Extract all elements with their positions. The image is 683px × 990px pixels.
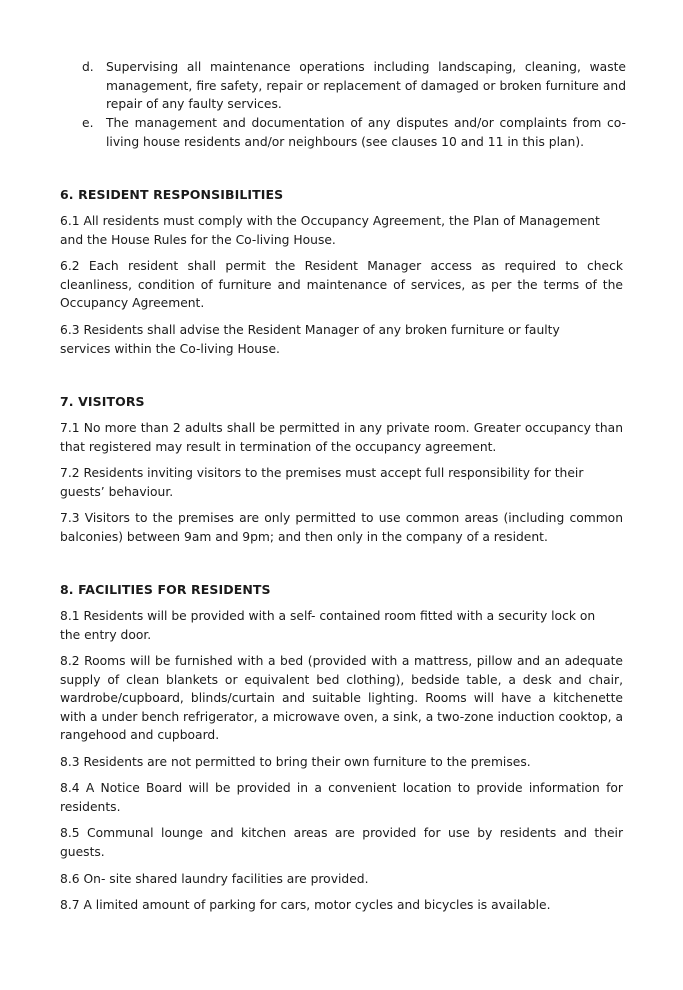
paragraph-8-2-block <box>60 652 623 745</box>
paragraph-8-6: 8.6 On- site shared laundry facilities are provided. <box>60 872 369 886</box>
list-item-text: Supervising all maintenance operations including landscaping, cleaning, waste management, fire safety, repair or replacement of damaged or broken furniture and repair of any faulty services. <box>106 60 626 112</box>
paragraph-6-1: 6.1 All residents must comply with the Occupancy Agreement, the Plan of Management and the House Rules for the Co-living House. <box>60 214 600 247</box>
paragraph-8-5-block <box>60 824 623 861</box>
section-resident-responsibilities <box>60 186 623 204</box>
paragraph-6-1-block <box>60 212 623 249</box>
paragraph-8-1-block <box>60 607 623 644</box>
paragraph-8-7: 8.7 A limited amount of parking for cars, motor cycles and bicycles is available. <box>60 898 551 912</box>
paragraph-8-3-block <box>60 753 623 772</box>
paragraph-7-3: 7.3 Visitors to the premises are only permitted to use common areas (including common balconies) between 9am and 9pm; and then only in the company of a resident. <box>60 511 623 544</box>
list-item-text: The management and documentation of any disputes and/or complaints from co-living house residents and/or neighbours (see clauses 10 and 11 in this plan). <box>106 116 626 149</box>
paragraph-8-4-block <box>60 779 623 816</box>
paragraph-7-1-block <box>60 419 623 456</box>
section-facilities-for-residents <box>60 581 623 599</box>
paragraph-8-4: 8.4 A Notice Board will be provided in a convenient location to provide information for residents. <box>60 781 623 814</box>
section-heading: 7. VISITORS <box>60 394 145 409</box>
paragraph-6-3: 6.3 Residents shall advise the Resident Manager of any broken furniture or faulty services within the Co-living House. <box>60 323 560 356</box>
paragraph-6-2: 6.2 Each resident shall permit the Resident Manager access as required to check cleanliness, condition of furniture and maintenance of services, as per the terms of the Occupancy Agreement. <box>60 259 623 311</box>
management-duties-list <box>60 58 626 151</box>
paragraph-6-3-block <box>60 321 623 358</box>
list-item <box>60 58 626 114</box>
paragraph-7-3-block <box>60 509 623 546</box>
paragraph-8-6-block <box>60 870 623 889</box>
paragraph-8-1: 8.1 Residents will be provided with a self- contained room fitted with a security lock on the entry door. <box>60 609 596 642</box>
paragraph-6-2-block <box>60 257 623 313</box>
paragraph-7-2-block <box>60 464 623 501</box>
list-item <box>60 114 626 151</box>
paragraph-7-1: 7.1 No more than 2 adults shall be permitted in any private room. Greater occupancy than that registered may result in termination of the occupancy agreement. <box>60 421 623 454</box>
paragraph-7-2: 7.2 Residents inviting visitors to the premises must accept full responsibility for their guests’ behaviour. <box>60 466 584 499</box>
list-marker: d. <box>82 60 94 74</box>
paragraph-8-5: 8.5 Communal lounge and kitchen areas are provided for use by residents and their guests. <box>60 826 623 859</box>
section-heading: 8. FACILITIES FOR RESIDENTS <box>60 582 271 597</box>
section-heading: 6. RESIDENT RESPONSIBILITIES <box>60 187 284 202</box>
list-marker: e. <box>82 116 94 131</box>
paragraph-8-2: 8.2 Rooms will be furnished with a bed (provided with a mattress, pillow and an adequate supply of clean blankets or equivalent bed clothing), bedside table, a desk and chair, wardrobe/cupboard, blinds/curtain and suitable lighting. Rooms will have a kitchenette with a under bench refrigerator, a microwave oven, a sink, a two-zone induction cooktop, a rangehood and cupboard. <box>60 654 623 743</box>
section-visitors <box>60 393 623 411</box>
paragraph-8-7-block <box>60 896 623 915</box>
paragraph-8-3: 8.3 Residents are not permitted to bring their own furniture to the premises. <box>60 755 531 769</box>
